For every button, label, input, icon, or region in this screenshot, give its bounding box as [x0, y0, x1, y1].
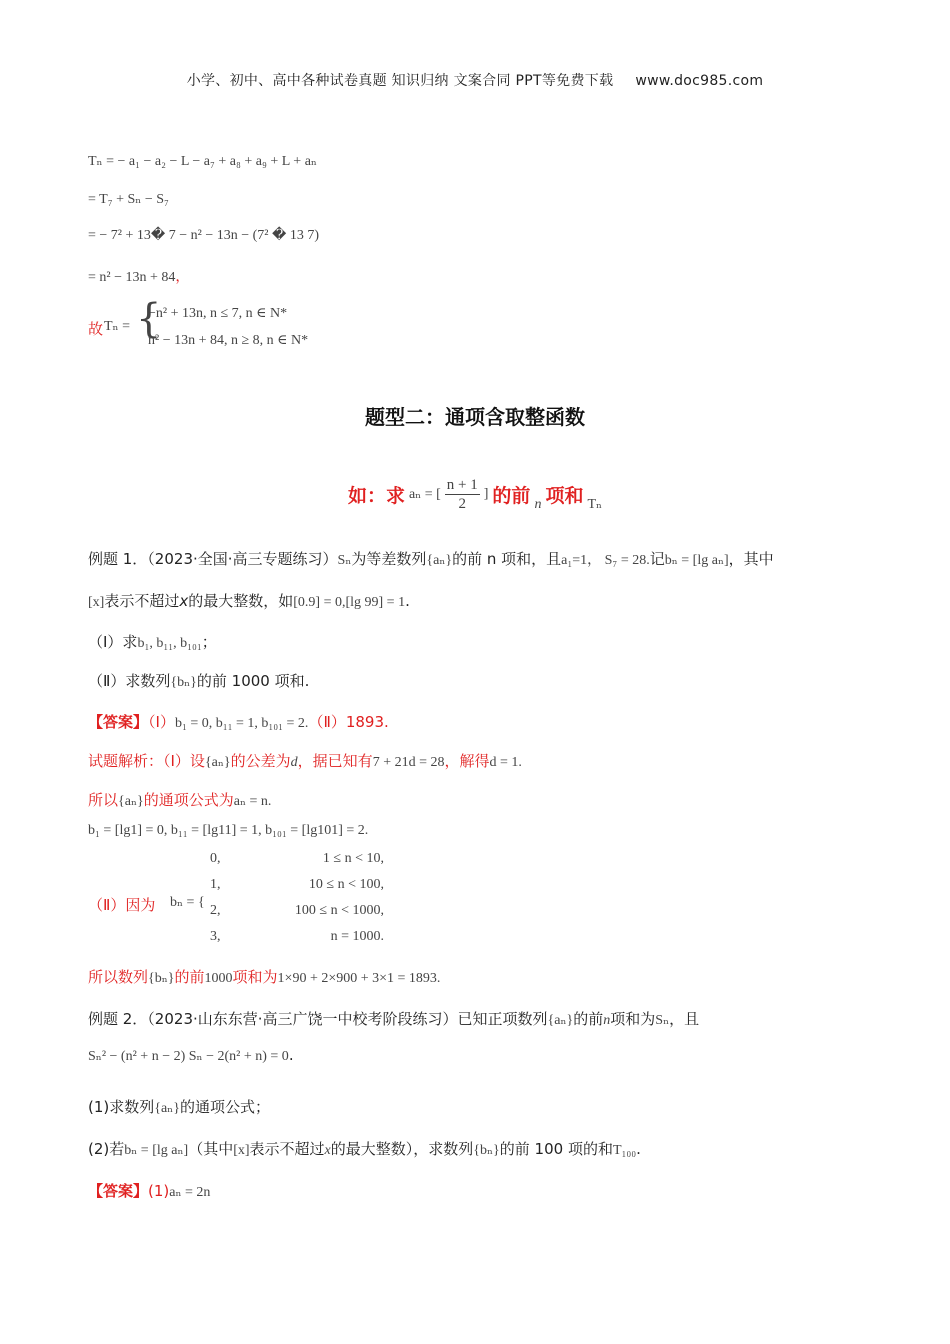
ex1-sol2-a: 所以	[88, 791, 119, 809]
ex1-x-var: x	[179, 592, 189, 610]
ex1-sn: Sₙ	[337, 553, 352, 568]
piecewise-value: 1,	[210, 877, 221, 892]
ex1-sol5-a: 所以数列	[88, 968, 149, 986]
ex2-q2-c: （其中	[188, 1140, 234, 1158]
left-brace-icon: {	[136, 296, 162, 342]
ex2-q2-bn2: {bₙ}	[473, 1143, 500, 1158]
ex1-q2-c: 的前 1000 项和.	[196, 672, 310, 690]
derivation-line-4-comma: ，	[175, 270, 190, 285]
subtitle-prefix: 如：求	[347, 485, 405, 507]
subtitle	[0, 476, 950, 513]
ex1-bn-def: bₙ = [lg aₙ]	[664, 553, 729, 568]
piecewise-condition: 1 ≤ n < 10,	[322, 851, 384, 866]
ex1-l2-c: .	[405, 592, 410, 610]
ex2-q2-bn: bₙ = [lg aₙ]	[124, 1143, 189, 1158]
ex1-q2-bn: {bₙ}	[170, 675, 197, 690]
subtitle-mid2: 项和	[545, 485, 584, 507]
ex2-question-2	[88, 1138, 641, 1159]
subtitle-lhs: aₙ = [	[408, 487, 441, 502]
ex1-l2-a: 表示不超过	[104, 592, 180, 610]
derivation-line-1: Tₙ = − a₁ − a₂ − L − a₇ + a₈ + a₉ + L + aₙ	[88, 154, 317, 169]
ex1-answer-1-value: b₁ = 0, b₁₁ = 1, b₁₀₁ = 2.	[174, 716, 309, 731]
ex2-equation: Sₙ² − (n² + n − 2) Sₙ − 2(n² + n) = 0	[88, 1049, 289, 1064]
ex1-sol2-c: 的通项公式为	[143, 791, 234, 809]
ex1-sol1-d-value: d = 1.	[489, 755, 522, 770]
ex2-question-1	[88, 1096, 270, 1117]
ex1-an: {aₙ}	[426, 553, 453, 568]
ex1-sol1-an: {aₙ}	[204, 755, 231, 770]
ex1-floor-examples: [0.9] = 0,[lg 99] = 1	[293, 595, 406, 610]
ex1-text-e: ，其中	[728, 550, 774, 568]
t-lhs: Tₙ =	[104, 319, 131, 334]
ex1-question-1	[88, 631, 217, 652]
ex1-answer-1-label: （Ⅰ）	[148, 713, 175, 731]
ex1-line-1	[88, 548, 774, 569]
subtitle-fraction	[445, 476, 480, 513]
ex1-text-d: 记	[649, 550, 665, 568]
ex2-source: 例题 2．（2023·山东东营·高三广饶一中校考阶段练习）已知正项数列	[88, 1010, 548, 1028]
ex2-q1-a: (1)求数列	[88, 1098, 155, 1116]
piecewise-condition: 100 ≤ n < 1000,	[294, 903, 384, 918]
ex2-q2-x: [x]	[233, 1143, 250, 1158]
ex1-sol1-eq: 7 + 21d = 28	[372, 755, 445, 770]
ex2-q2-a: (2)若	[88, 1140, 125, 1158]
ex1-solution-1	[88, 750, 522, 771]
ex2-q1-c: 的通项公式；	[179, 1098, 270, 1116]
ex1-sol1-a: 试题解析：（Ⅰ）设	[88, 752, 205, 770]
subtitle-mid: 的前	[492, 485, 531, 507]
ex1-q2-a: （Ⅱ）求数列	[88, 672, 171, 690]
ex2-q2-e: 表示不超过	[249, 1140, 325, 1158]
ex2-n: n	[603, 1013, 611, 1028]
ex2-answer-label: 【答案】	[88, 1182, 149, 1200]
piecewise-condition: 10 ≤ n < 100,	[308, 877, 384, 892]
ex2-q2-T100: T₁₀₀	[612, 1143, 637, 1158]
ex1-sol1-e: ，据已知有	[297, 752, 373, 770]
ex2-q2-g: 的最大整数），求数列	[330, 1140, 474, 1158]
ex1-q1-terms: b₁, b₁₁, b₁₀₁	[137, 636, 202, 651]
ex1-question-2	[88, 670, 309, 691]
ex1-text-c: 的前 n 项和，且	[452, 550, 562, 568]
ex1-solution-2	[88, 789, 271, 810]
fraction-numerator: n + 1	[446, 477, 478, 493]
piecewise-value: 2,	[210, 903, 221, 918]
ex1-sol1-g: ，解得	[444, 752, 490, 770]
header-text: 小学、初中、高中各种试卷真题 知识归纳 文案合同 PPT等免费下载	[186, 73, 614, 89]
ex1-l2-b: 的最大整数，如	[188, 592, 294, 610]
subtitle-T: Tₙ	[587, 497, 603, 513]
ex1-sol4-bn: bₙ = {	[170, 895, 205, 910]
ex1-floor-x: [x]	[88, 595, 105, 610]
section-title: 题型二：通项含取整函数	[365, 405, 585, 429]
ex1-sol5-e: 项和为	[232, 968, 278, 986]
ex2-line-2	[88, 1046, 294, 1065]
piecewise-value: 0,	[210, 851, 221, 866]
ex1-answer-label: 【答案】	[88, 713, 149, 731]
ex1-cond: a₁=1， S₇ = 28.	[561, 553, 650, 568]
ex1-q1-c: ；	[201, 633, 217, 651]
header-site: www.doc985.com	[635, 73, 764, 89]
piecewise-value: 3,	[210, 929, 221, 944]
subtitle-rb: ]	[483, 486, 489, 502]
ex1-sol2-an: {aₙ}	[118, 794, 144, 809]
ex1-sol5-sum: 1×90 + 2×900 + 3×1 = 1893.	[277, 971, 441, 986]
ex1-solution-5	[88, 966, 440, 987]
ex2-q1-an: {aₙ}	[154, 1101, 180, 1116]
ex1-text-b: 为等差数列	[351, 550, 427, 568]
piecewise-condition: n = 1000.	[330, 929, 384, 944]
ex2-l1-c: 项和为	[610, 1010, 656, 1028]
ex2-answer	[88, 1180, 210, 1201]
ex2-an: {aₙ}	[547, 1013, 574, 1028]
ex1-sol1-c: 的公差为	[230, 752, 291, 770]
gu-label: 故	[88, 320, 104, 338]
ex2-answer-eq: aₙ = 2n	[169, 1185, 211, 1200]
derivation-line-2: = T₇ + Sₙ − S₇	[88, 192, 169, 207]
ex1-source: 例题 1．（2023·全国·高三专题练习）	[88, 550, 338, 568]
ex1-solution-3: b₁ = [lg1] = 0, b₁₁ = [lg11] = 1, b₁₀₁ = [lg101] = 2.	[88, 823, 369, 838]
derivation-line-4	[88, 266, 189, 286]
page-header	[0, 70, 950, 90]
ex1-sol2-formula: aₙ = n.	[233, 794, 272, 809]
fraction-denominator: 2	[458, 496, 467, 512]
ex1-answer	[88, 711, 389, 732]
ex2-equation-dot: .	[288, 1046, 294, 1064]
ex1-sol1-d: d	[290, 755, 298, 770]
ex2-answer-num: (1)	[148, 1182, 170, 1200]
ex1-piecewise	[88, 851, 508, 951]
derivation-line-3: = − 7² + 13� 7 − n² − 13n − (7² � 13 7)	[88, 228, 319, 243]
ex2-l1-d: ，且	[669, 1010, 700, 1028]
ex2-l1-b: 的前	[573, 1010, 604, 1028]
ex1-q1-a: （Ⅰ）求	[88, 633, 138, 651]
subtitle-n: n	[534, 497, 542, 513]
case-1: −n² + 13n, n ≤ 7, n ∈ N*	[148, 306, 288, 321]
ex1-line-2	[88, 590, 410, 611]
ex2-q2-i: 的前 100 项的和	[499, 1140, 613, 1158]
ex1-sol4-a: （Ⅱ）因为	[88, 896, 156, 914]
case-2: n² − 13n + 84, n ≥ 8, n ∈ N*	[148, 333, 309, 348]
ex1-sol5-count: 1000	[204, 971, 233, 986]
ex2-q2-xvar: x	[324, 1143, 331, 1158]
ex1-sol5-c: 的前	[174, 968, 205, 986]
ex2-sn: Sₙ	[655, 1013, 670, 1028]
ex1-answer-2: （Ⅱ）1893.	[308, 713, 389, 731]
derivation-line-4-expr: = n² − 13n + 84	[88, 270, 176, 285]
ex1-sol5-bn: {bₙ}	[148, 971, 175, 986]
ex2-q2-k: .	[636, 1140, 641, 1158]
ex2-line-1	[88, 1008, 699, 1029]
